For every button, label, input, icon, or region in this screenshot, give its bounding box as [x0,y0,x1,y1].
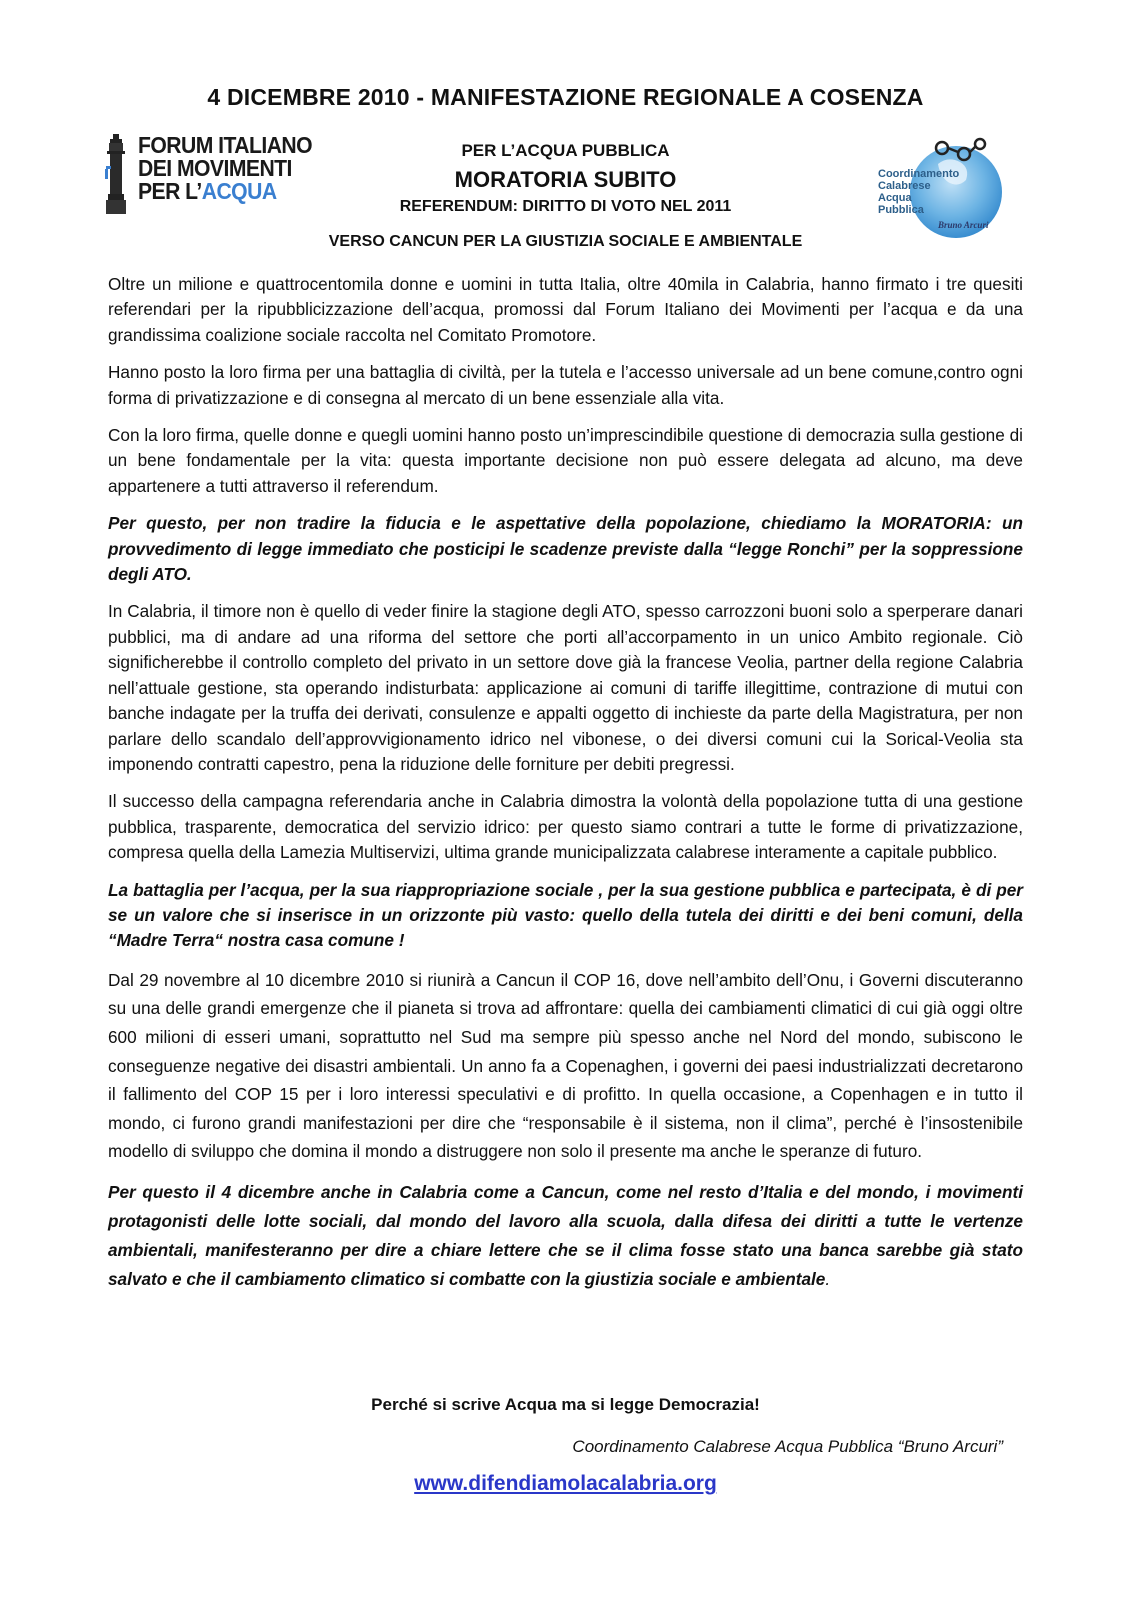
coord-logo-line2: Calabrese [878,180,931,192]
forum-logo-row2: DEI MOVIMENTI [138,155,292,181]
coord-logo-line1: Coordinamento [878,168,960,180]
website-link[interactable]: www.difendiamolacalabria.org [414,1472,717,1495]
header-subtitles [280,140,851,218]
coord-logo-line4: Pubblica [878,204,924,216]
subtitle-cancun: VERSO CANCUN PER LA GIUSTIZIA SOCIALE E AMBIENTALE [328,233,803,250]
subtitle-moratoria: MORATORIA SUBITO [454,167,677,192]
signature: Coordinamento Calabrese Acqua Pubblica “Bruno Arcuri” [572,1437,1003,1456]
forum-logo-row1: FORUM ITALIANO [138,132,313,158]
forum-logo-accent: ACQUA [201,178,277,204]
page-title: 4 DICEMBRE 2010 - MANIFESTAZIONE REGIONALE A COSENZA [207,84,924,110]
paragraph-2: Hanno posto la loro firma per una battaglia di civiltà, per la tutela e l’accesso universale ad un bene comune,contro ogni forma di privatizzazione e di consegna al mercato di un bene essenziale alla vita. [108,362,1023,408]
paragraph-5: In Calabria, il timore non è quello di veder finire la stagione degli ATO, spesso carrozzoni buoni solo a sperperare danari pubblici, ma di andare ad una riforma del settore che porti all’accorpamento in un unico Ambito regionale. Ciò significherebbe il controllo completo del privato in un settore dove già la francese Veolia, partner della regione Calabria nell’attuale gestione, sta operando indisturbata: applicazione ai comuni di tariffe illegittime, contrazione di mutui con banche indagate per la truffa dei derivati, consulenze e appalti oggetto di inchieste da parte della Magistratura, per non parlare dello scandalo dell’approvvigionamento idrico nel vibonese, o dei diversi comuni cui la Sorical-Veolia sta imponendo contratti capestro, pena la riduzione delle forniture per debiti pregressi. [108,601,1023,774]
paragraph-4-moratoria: Per questo, per non tradire la fiducia e le aspettative della popolazione, chiediamo la MORATORIA: un provvedimento di legge immediato che posticipi le scadenze previste dalla “legge Ronchi” per la soppressione degli ATO. [108,513,1023,585]
paragraph-1: Oltre un milione e quattrocentomila donne e uomini in tutta Italia, oltre 40mila in Calabria, hanno firmato i tre quesiti referendari per la ripubblicizzazione dell’acqua, promossi dal Forum Italiano dei Movimenti per l’acqua e da una grandissima coalizione sociale raccolta nel Comitato Promotore. [108,274,1023,345]
paragraph-9-manifestazione: Per questo il 4 dicembre anche in Calabria come a Cancun, come nel resto d’Italia e del mondo, i movimenti protagonisti delle lotte sociali, dal mondo del lavoro alla scuola, dalla difesa dei diritti a tutte le vertenze ambientali, manifesteranno per dire a chiare lettere che se il clima fosse stato una banca sarebbe già stato salvato e che il cambiamento climatico si combatte con la giustizia sociale e ambientale. [108,1181,1023,1289]
coord-logo-name: Bruno Arcuri [938,220,989,230]
coord-logo-line3: Acqua [878,192,912,204]
forum-logo-row3: PER L’ACQUA [138,178,277,204]
paragraph-6: Il successo della campagna referendaria anche in Calabria dimostra la volontà della popolazione tutta di una gestione pubblica, trasparente, democratica del servizio idrico: per questo siamo contrari a tutte le forme di privatizzazione, compresa quella della Lamezia Multiservizi, ultima grande municipalizzata calabrese interamente a capitale pubblico. [108,791,1023,863]
subtitle-referendum: REFERENDUM: DIRITTO DI VOTO NEL 2011 [399,198,732,215]
paragraph-8-cop16: Dal 29 novembre al 10 dicembre 2010 si riunirà a Cancun il COP 16, dove nell’ambito dell’Onu, i Governi discuteranno su una delle grandi emergenze che il pianeta si trova ad affrontare: quella dei cambiamenti climatici di cui già oggi oltre 600 milioni di esseri umani, soprattutto nel Sud ma sempre più spesso anche nel Nord del mondo, subiscono le conseguenze negative dei disastri ambientali. Un anno fa a Copenaghen, i governi dei paesi industrializzati decretarono il fallimento del COP 15 per i loro interessi speculativi e di profitto. In quella occasione, a Copenhagen e in tutto il mondo, ci furono grandi manifestazioni per dire che “responsabile è il sistema, non il clima”, perché è l’insostenibile modello di sviluppo che domina il mondo a distruggere non solo il presente ma anche le speranze di futuro. [108,969,1023,1162]
paragraph-3: Con la loro firma, quelle donne e quegli uomini hanno posto un’imprescindibile questione di democrazia sulla gestione di un bene fondamentale per la vita: questa importante decisione non può essere delegata ad alcuno, ma deve appartenere a tutti attraverso il referendum. [108,425,1023,496]
closing-slogan: Perché si scrive Acqua ma si legge Democrazia! [371,1395,760,1414]
subtitle-acqua-pubblica: PER L’ACQUA PUBBLICA [461,141,670,160]
coordinamento-logo [878,134,1018,244]
article-body [108,272,1023,1306]
water-tower-icon [104,134,128,214]
paragraph-7-battaglia: La battaglia per l’acqua, per la sua riappropriazione sociale , per la sua gestione pubblica e partecipata, è di per se un valore che si inserisce in un orizzonte più vasto: quello della tutela dei diritti e dei beni comuni, della “Madre Terra“ nostra casa comune ! [108,879,1023,951]
